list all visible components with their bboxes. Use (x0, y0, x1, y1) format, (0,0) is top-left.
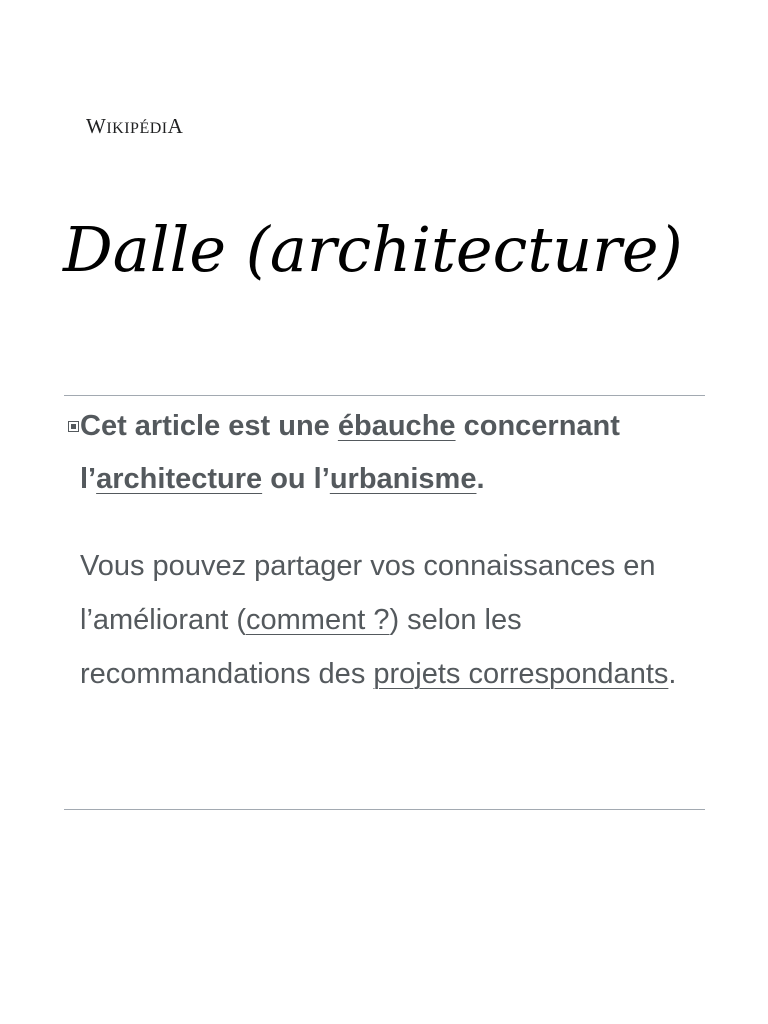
architecture-link[interactable]: architecture (96, 463, 263, 495)
stub-lead-text (80, 400, 700, 506)
stub-icon (68, 421, 79, 432)
wordmark-initial: W (86, 114, 107, 138)
stub-body-text-2: ) selon les recommandations des (80, 604, 522, 690)
ebauche-link[interactable]: ébauche (337, 410, 456, 442)
stub-notice (64, 395, 705, 810)
wikipedia-wordmark[interactable] (86, 114, 183, 139)
wordmark-middle: IKIPÉDI (106, 120, 168, 137)
page-title: Dalle (architecture) (63, 213, 683, 286)
stub-body-text-3: . (668, 658, 677, 690)
projets-correspondants-link[interactable]: projets correspondants (373, 658, 669, 690)
stub-body-text (80, 539, 700, 701)
stub-body-text-1: Vous pouvez partager vos connaissances en l’améliorant ( (80, 550, 656, 636)
wordmark-final: A (167, 114, 184, 138)
urbanisme-link[interactable]: urbanisme (329, 463, 477, 495)
stub-lead-text-2: concernant l’ (80, 410, 620, 495)
stub-lead-text-1: Cet article est une (80, 410, 338, 442)
stub-lead-text-3: ou l’ (262, 463, 330, 495)
stub-lead-text-4: . (476, 463, 485, 495)
comment-link[interactable]: comment ? (246, 604, 390, 636)
